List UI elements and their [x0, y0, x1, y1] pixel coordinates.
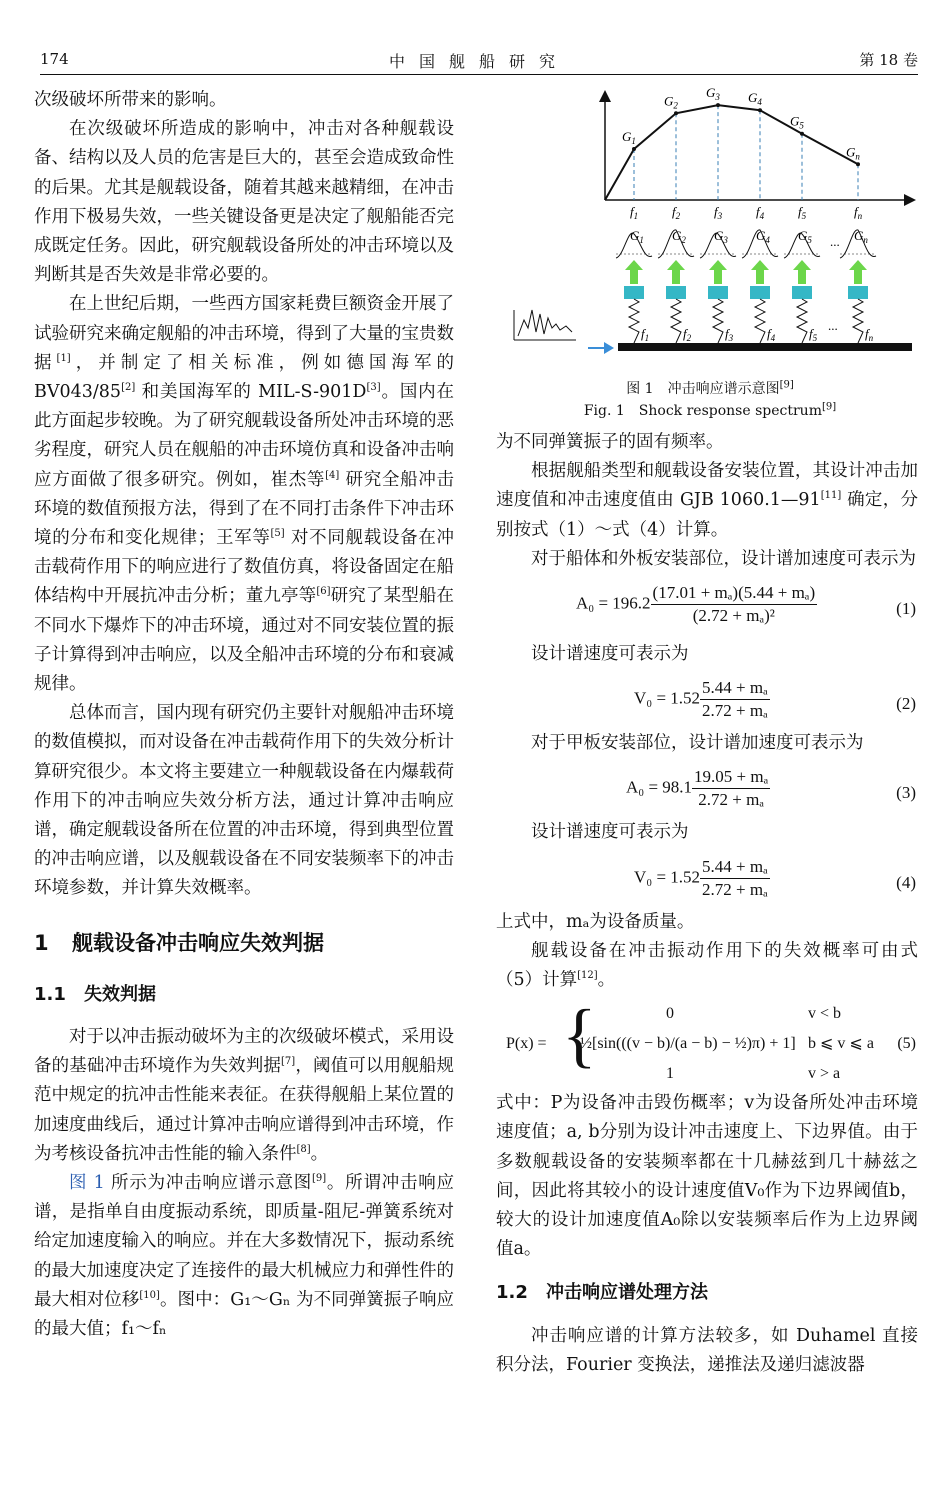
spectrum-curve — [605, 105, 858, 200]
ellipsis: ... — [830, 234, 840, 249]
figure-caption-en: Fig. 1 Shock response spectrum[9] — [583, 401, 837, 419]
g-label: $G_5$ — [790, 113, 804, 131]
input-arrow — [588, 342, 614, 354]
f-label: $f_1$ — [641, 326, 650, 343]
spring — [713, 299, 723, 343]
mass-block — [624, 286, 644, 299]
citation[interactable]: [11] — [820, 490, 842, 502]
spring — [797, 299, 807, 343]
equation-2: V₀ = 1.52 $\frac{\text{5.44 + mₐ}}{\text{2.72 + mₐ}}$ (2) — [634, 678, 916, 721]
ellipsis: ... — [828, 318, 838, 333]
right-column — [496, 428, 918, 1380]
paragraph: 对于以冲击振动破坏为主的次级破坏模式，采用设备的基础冲击环境作为失效判据[7]，阈值可以用舰船规范中规定的抗冲击性能来表征。在获得舰船上某位置的加速度曲线后，通过计算冲击响应谱得到冲击环境，作为考核设备抗冲击性能的输入条件[8]。 — [34, 1026, 455, 1164]
citation[interactable]: [12] — [577, 970, 598, 982]
peak-point — [758, 108, 762, 112]
citation[interactable]: [5] — [270, 528, 285, 540]
response-arrow — [667, 260, 685, 284]
citation[interactable]: [1] — [56, 353, 71, 364]
paragraph: 对于甲板安装部位，设计谱加速度可表示为 — [531, 733, 864, 754]
paragraph: 舰载设备在冲击振动作用下的失效概率可由式（5）计算[12]。 — [496, 940, 918, 991]
citation[interactable]: [4] — [325, 469, 340, 481]
figure-caption-cn: 图 1 冲击响应谱示意图[9] — [626, 379, 794, 397]
base-bar — [618, 343, 912, 351]
citation[interactable]: [3] — [366, 382, 381, 394]
oscillator — [742, 228, 778, 343]
g-label: $G_5$ — [798, 228, 812, 245]
oscillator — [658, 228, 694, 343]
g-label: $G_3$ — [706, 88, 720, 103]
paragraph: 图 1 所示为冲击响应谱示意图[9]。所谓冲击响应谱，是指单自由度振动系统，即质量-阻尼-弹簧系统对给定加速度输入的响应。并在大多数情况下，振动系统的最大加速度决定了连接件的最大机械应力和弹性件的最大相对位移[10]。图中：G₁～Gₙ 为不同弹簧振子响应的最大值；f₁～fₙ — [34, 1172, 455, 1339]
section-heading: 1 舰载设备冲击响应失效判据 — [34, 930, 324, 955]
input-signal — [518, 310, 572, 336]
g-label: $G_1$ — [622, 129, 636, 146]
f-label: $f_2$ — [672, 204, 681, 221]
peak-point — [800, 132, 804, 136]
page-number: 174 — [40, 50, 69, 68]
paragraph: 为不同弹簧振子的固有频率。 — [496, 432, 724, 452]
g-label: $G_1$ — [630, 228, 644, 245]
peak-point — [856, 162, 860, 166]
paragraph: 设计谱速度可表示为 — [531, 644, 689, 665]
mass-block — [708, 286, 728, 299]
paragraph: 在次级破坏所造成的影响中，冲击对各种舰载设备、结构以及人员的危害是巨大的，甚至会造成致命性的后果。尤其是舰载设备，随着其越来越精细，在冲击作用下极易失效，一些关键设备更是决定了舰船能否完成既定任务。因此，研究舰载设备所处的冲击环境以及判断其是否失效是非常必要的。 — [34, 119, 454, 286]
left-column — [34, 86, 454, 1344]
paragraph: 次级破坏所带来的影响。 — [34, 90, 227, 110]
figure-link[interactable]: 图 1 — [69, 1172, 105, 1193]
paragraph: 冲击响应谱的计算方法较多，如 Duhamel 直接积分法，Fourier 变换法，递推法及递归滤波器 — [496, 1325, 918, 1375]
f-label: $f_3$ — [714, 204, 723, 221]
response-arrow — [625, 260, 643, 284]
paragraph: 对于船体和外板安装部位，设计谱加速度可表示为 — [531, 548, 916, 569]
drop-lines — [632, 103, 860, 200]
volume-label: 第 18 卷 — [859, 51, 918, 69]
equation-1: A₀ = 196.2 $\frac{\text{(17.01 + mₐ)(5.44 + mₐ)}}{\text{(2.72 + mₐ)²}}$ (1) — [576, 583, 916, 626]
f-label: $f_5$ — [809, 326, 818, 343]
oscillator — [784, 228, 820, 343]
paragraph: 式中：P为设备冲击毁伤概率；v为设备所处冲击环境速度值；a, b分别为设计冲击速度上、下边界值。由于多数舰载设备的安装频率都在十几赫兹到几十赫兹之间，因此将其较小的设计速度值V₀作为下边界阈值b，较大的设计加速度值A₀除以安装频率后作为上边界阈值a。 — [496, 1093, 918, 1260]
response-arrow — [709, 260, 727, 284]
g-label: $G_4$ — [748, 90, 762, 108]
oscillator — [840, 228, 876, 343]
paragraph: 总体而言，国内现有研究仍主要针对舰船冲击环境的数值模拟，而对设备在冲击载荷作用下的失效分析计算研究很少。本文将主要建立一种舰载设备在内爆载荷作用下的冲击响应失效分析方法，通过计算冲击响应谱，确定舰载设备所在位置的冲击环境，得到典型位置的冲击响应谱，以及舰载设备在不同安装频率下的冲击环境参数，并计算失效概率。 — [34, 703, 454, 899]
f-label: $f_4$ — [767, 326, 776, 343]
f-label: $f_3$ — [725, 326, 734, 343]
citation[interactable]: [2] — [121, 382, 136, 394]
spring — [629, 299, 639, 343]
citation[interactable]: [6] — [316, 586, 331, 598]
figure-1 — [500, 88, 920, 418]
response-arrow — [793, 260, 811, 284]
equation-4: V₀ = 1.52 $\frac{\text{5.44 + mₐ}}{\text{2.72 + mₐ}}$ (4) — [634, 856, 916, 899]
mass-block — [848, 286, 868, 299]
peak-point — [632, 147, 636, 151]
paragraph: 设计谱速度可表示为 — [531, 822, 689, 843]
f-label: $f_n$ — [854, 204, 863, 221]
f-label: $f_n$ — [865, 326, 874, 343]
shock-response-diagram — [500, 88, 920, 368]
peak-point — [716, 103, 720, 107]
g-labels — [622, 88, 860, 161]
response-arrow — [751, 260, 769, 284]
g-label: $G_2$ — [672, 228, 686, 245]
spring — [671, 299, 681, 343]
g-label: $G_n$ — [854, 228, 868, 245]
subsection-heading: 1.2 冲击响应谱处理方法 — [496, 1282, 708, 1304]
mass-block — [666, 286, 686, 299]
mass-block — [792, 286, 812, 299]
spring — [755, 299, 765, 343]
citation[interactable]: [7] — [281, 1056, 296, 1068]
page-header — [40, 44, 918, 75]
f-label: $f_2$ — [683, 326, 692, 343]
citation[interactable]: [8] — [296, 1143, 311, 1155]
f-label: $f_4$ — [756, 204, 765, 221]
equation-5: P(x) = { 0 v < b ½[sin(((v − b)/(a − b) − ½)π) + 1] b ⩽ v ⩽ a 1 v > a (5) — [506, 995, 916, 1083]
citation[interactable]: [9] — [311, 1173, 327, 1185]
subsection-heading: 1.1 失效判据 — [34, 983, 156, 1005]
citation[interactable]: [10] — [139, 1289, 160, 1301]
response-arrow — [849, 260, 867, 284]
f-labels — [630, 204, 863, 221]
paragraph: 在上世纪后期，一些西方国家耗费巨额资金开展了试验研究来确定舰船的冲击环境，得到了大量的宝贵数据[1]，并制定了相关标准，例如德国海军的 BV043/85[2] 和美国海军的 MIL-S-901D[3]。国内在此方面起步较晚。为了研究舰载设备所处冲击环境的恶劣程度，研究人员在舰船的冲击环境仿真和设备冲击响应方面做了很多研究。例如，崔杰等[4] 研究全船冲击环境的数值预报方法，得到了在不同打击条件下冲击环境的分布和变化规律；王军等[5] 对不同舰载设备在冲击载荷作用下的响应进行了数值仿真，将设备固定在船体结构中开展抗冲击分析；董九亭等[6]研究了某型船在不同水下爆炸下的冲击环境，通过对不同安装位置的振子计算得到冲击响应，以及全船冲击环境的分布和衰减规律。 — [34, 294, 455, 695]
journal-title: 中国舰船研究 — [388, 52, 569, 71]
g-label: $G_n$ — [846, 144, 860, 162]
g-label: $G_3$ — [714, 228, 728, 245]
oscillator — [700, 228, 736, 343]
spring — [853, 299, 863, 343]
f-label: $f_5$ — [798, 204, 807, 221]
mass-block — [750, 286, 770, 299]
paragraph: 上式中，mₐ为设备质量。 — [496, 911, 695, 932]
equation-3: A₀ = 98.1 $\frac{\text{19.05 + mₐ}}{\text{2.72 + mₐ}}$ (3) — [626, 767, 916, 810]
peak-point — [674, 111, 678, 115]
paragraph: 根据舰船类型和舰载设备安装位置，其设计冲击加速度值和冲击速度值由 GJB 1060.1—91[11] 确定，分别按式（1）～式（4）计算。 — [496, 461, 919, 540]
oscillator — [616, 228, 652, 343]
f-label: $f_1$ — [630, 204, 639, 221]
g-label: $G_2$ — [664, 93, 678, 111]
g-label: $G_4$ — [756, 228, 770, 245]
